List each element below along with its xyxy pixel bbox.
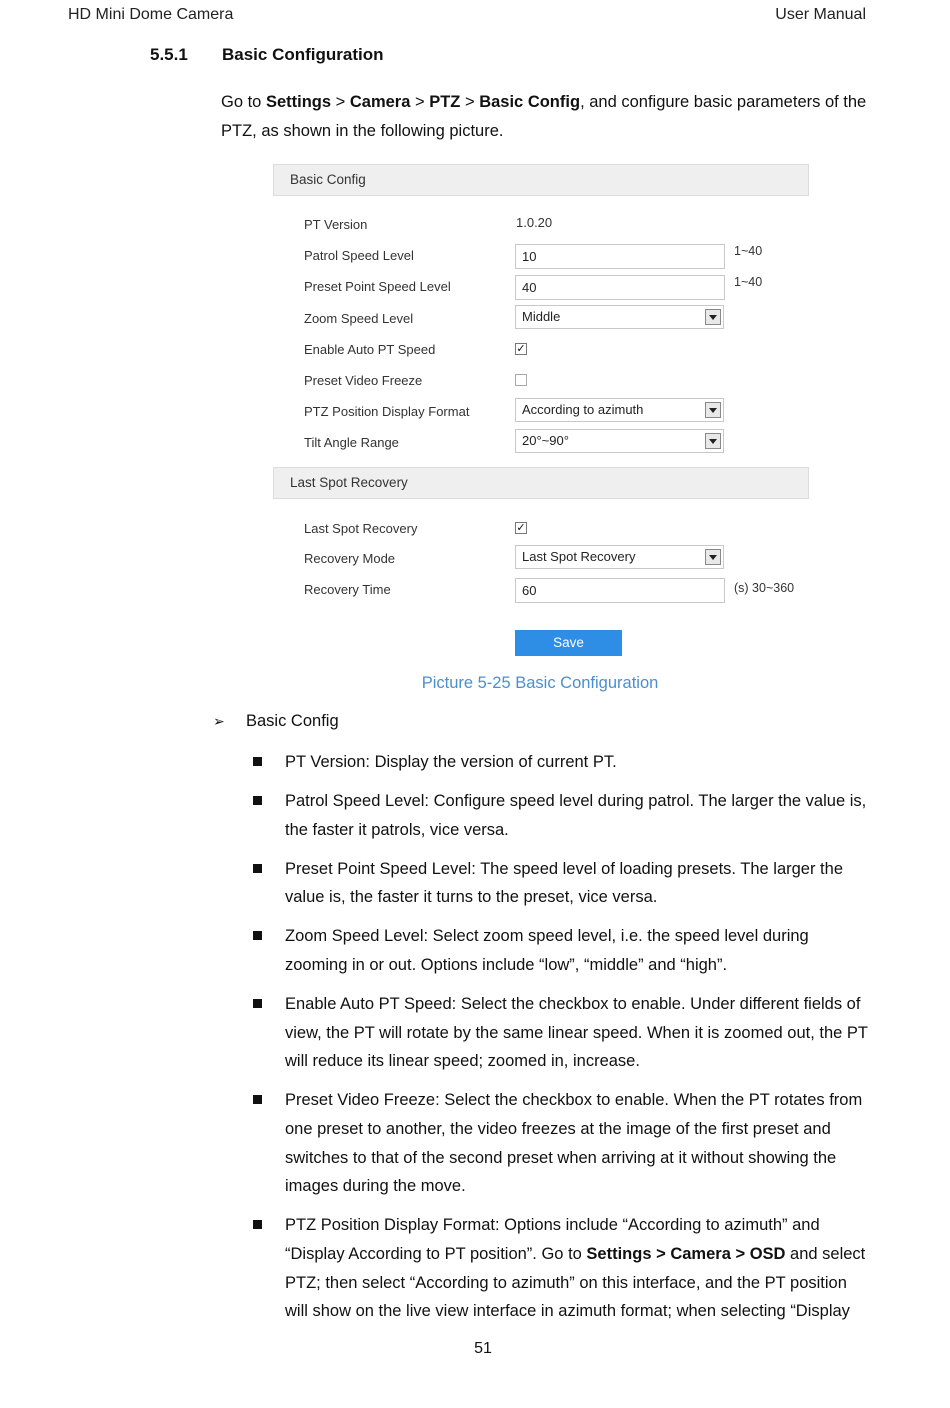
auto-pt-label: Enable Auto PT Speed: [304, 342, 436, 357]
auto-pt-row: [304, 338, 804, 362]
recovery-mode-label: Recovery Mode: [304, 551, 396, 566]
preset-speed-range: 1~40: [734, 275, 763, 289]
preset-speed-input[interactable]: 40: [515, 275, 725, 300]
last-spot-recovery-header: Last Spot Recovery: [273, 467, 809, 499]
zoom-speed-label: Zoom Speed Level: [304, 311, 414, 326]
list-item: PT Version: Display the version of current PT.: [252, 748, 872, 777]
recovery-mode-select[interactable]: [515, 545, 724, 569]
section-title: Basic Configuration: [222, 45, 384, 64]
ptz-format-label: PTZ Position Display Format: [304, 404, 470, 419]
ptz-format-value: According to azimuth: [522, 402, 644, 417]
save-button[interactable]: Save: [515, 630, 622, 656]
square-bullet-icon: [253, 796, 262, 805]
square-bullet-icon: [253, 1220, 262, 1229]
tilt-range-value: 20°~90°: [522, 433, 569, 448]
pt-version-label: PT Version: [304, 217, 368, 232]
recovery-mode-row: [304, 545, 804, 569]
video-freeze-checkbox[interactable]: [515, 374, 527, 386]
list-item: Preset Point Speed Level: The speed level of loading presets. The larger the value is, the faster it turns to the preset, vice versa.: [252, 855, 872, 912]
dropdown-arrow-icon[interactable]: [705, 549, 721, 565]
patrol-speed-range: 1~40: [734, 244, 763, 258]
section-number: 5.5.1: [150, 45, 188, 64]
zoom-speed-row: [304, 305, 804, 329]
list-item: Patrol Speed Level: Configure speed level during patrol. The larger the value is, the faster it patrols, vice versa.: [252, 787, 872, 844]
list-item: Preset Video Freeze: Select the checkbox to enable. When the PT rotates from one preset to another, the video freezes at the image of the first preset and switches to that of the second preset when arriving at it without showing the images during the move.: [252, 1086, 872, 1200]
square-bullet-icon: [253, 757, 262, 766]
list-heading-text: Basic Config: [246, 712, 339, 730]
arrow-bullet-icon: ➢: [213, 713, 225, 729]
pt-version-value: 1.0.20: [516, 215, 553, 230]
patrol-speed-input[interactable]: 10: [515, 244, 725, 269]
figure-caption: Picture 5-25 Basic Configuration: [421, 674, 659, 692]
patrol-speed-row: [304, 244, 804, 268]
ptz-format-row: [304, 398, 804, 422]
preset-speed-label: Preset Point Speed Level: [304, 279, 451, 294]
basic-config-figure: [273, 164, 810, 664]
list-item: PTZ Position Display Format: Options include “According to azimuth” and “Display According to PT position”. Go to Settings > Camera > OSD and select PTZ; then select “According to azimuth” on this interface, and the PT position will show on the live view interface in azimuth format; when selecting “Display: [252, 1211, 872, 1325]
recovery-time-row: [304, 578, 804, 602]
square-bullet-icon: [253, 999, 262, 1008]
recovery-mode-value: Last Spot Recovery: [522, 549, 636, 564]
square-bullet-icon: [253, 1095, 262, 1104]
dropdown-arrow-icon[interactable]: [705, 309, 721, 325]
video-freeze-row: [304, 369, 804, 393]
zoom-speed-value: Middle: [522, 309, 561, 324]
last-spot-label: Last Spot Recovery: [304, 521, 418, 536]
auto-pt-checkbox[interactable]: ✓: [516, 343, 526, 355]
list-heading: [213, 712, 339, 731]
tilt-range-label: Tilt Angle Range: [304, 435, 399, 450]
intro-paragraph: Go to Settings > Camera > PTZ > Basic Config, and configure basic parameters of the PTZ, as shown in the following picture.: [221, 93, 867, 140]
last-spot-row: [304, 517, 804, 541]
dropdown-arrow-icon[interactable]: [705, 433, 721, 449]
pt-version-row: [304, 213, 804, 237]
header-doc-title: HD Mini Dome Camera: [68, 6, 234, 23]
tilt-range-row: [304, 429, 804, 453]
recovery-time-range: (s) 30~360: [734, 581, 795, 595]
zoom-speed-select[interactable]: [515, 305, 724, 329]
video-freeze-label: Preset Video Freeze: [304, 373, 423, 388]
tilt-range-select[interactable]: [515, 429, 724, 453]
ptz-format-select[interactable]: [515, 398, 724, 422]
basic-config-header: Basic Config: [273, 164, 809, 196]
patrol-speed-label: Patrol Speed Level: [304, 248, 414, 263]
page-number: 51: [474, 1340, 492, 1357]
recovery-time-label: Recovery Time: [304, 582, 391, 597]
recovery-time-input[interactable]: 60: [515, 578, 725, 603]
square-bullet-icon: [253, 931, 262, 940]
square-bullet-icon: [253, 864, 262, 873]
bullet-list: [252, 748, 872, 1336]
header-manual-label: User Manual: [775, 6, 866, 23]
list-item: Enable Auto PT Speed: Select the checkbox to enable. Under different fields of view, the PT will rotate by the same linear speed. When it is zoomed out, the PT will reduce its linear speed; zoomed in, increase.: [252, 990, 872, 1076]
dropdown-arrow-icon[interactable]: [705, 402, 721, 418]
preset-speed-row: [304, 275, 804, 299]
last-spot-checkbox[interactable]: ✓: [516, 522, 526, 534]
list-item: Zoom Speed Level: Select zoom speed level, i.e. the speed level during zooming in or out. Options include “low”, “middle” and “high”.: [252, 922, 872, 979]
